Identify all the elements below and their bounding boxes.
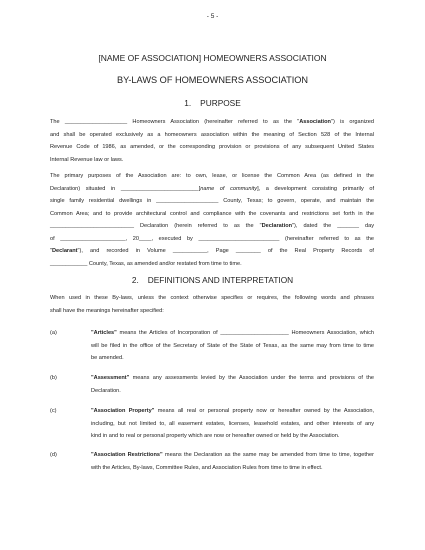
definition-label: (c) — [50, 408, 57, 414]
purpose-paragraph-2: The primary purposes of the Association are: to own, lease, or license the Common Area (as defined in the Declaration) situated in _________________________[name of community], a development consisting primarily of single family residential dwellings in ____________________ County, Texas; to govern, operate, and maintain the Common Area; and to provide architectural control and compliance with the covenants and restrictions set forth in the ___________________________ Declaration (herein referred to as the "Declaration"), dated the _______ day of _____________________, 20____, executed by __________________________ (hereinafter referred to as the "Declarant"), and recorded in Volume ___________, Page ________ of the Real Property Records of ____________ County, Texas, as amended and/or restated from time to time. — [50, 173, 374, 267]
section-number: 2. — [131, 275, 139, 285]
bylaws-title: BY-LAWS OF HOMEOWNERS ASSOCIATION — [116, 75, 309, 85]
association-title: [NAME OF ASSOCIATION] HOMEOWNERS ASSOCIATION — [98, 53, 327, 63]
definition-association-property: "Association Property" means all real or personal property now or hereafter owned by the Association, including, but not limited to, all easement estates, licenses, leasehold estates, and other interests of any kind in and to real or personal property which are now or hereafter owned or held by the Association. — [91, 408, 374, 439]
section-heading-definitions — [0, 275, 425, 285]
definition-label: (d) — [50, 452, 57, 458]
purpose-paragraph-1: The ____________________ Homeowners Association (hereinafter referred to as the "Association") is organized and shall be operated exclusively as a homeowners association within the meaning of Section 528 of the Internal Revenue Code of 1986, as amended, or the corresponding provision or provisions of any subsequent United States Internal Revenue law or laws. — [50, 119, 374, 163]
definition-label: (b) — [50, 375, 57, 381]
definition-articles: "Articles" means the Articles of Incorporation of ______________________ Homeowners Association, which will be filed in the office of the Secretary of State of the State of Texas, as the same may from time to time be amended. — [91, 330, 374, 361]
section-heading-purpose — [0, 98, 425, 108]
definition-label: (a) — [50, 330, 57, 336]
definition-association-restrictions: "Association Restrictions" means the Declaration as the same may be amended from time to time, together with the Articles, By-laws, Committee Rules, and Association Rules from time to time in effect. — [91, 452, 374, 471]
definitions-intro: When used in these By-laws, unless the context otherwise specifies or requires, the following words and phrases shall have the meanings hereinafter specified: — [50, 295, 374, 314]
definition-assessment: "Assessment" means any assessments levied by the Association under the terms and provisions of the Declaration. — [91, 375, 374, 394]
page-number: - 5 - — [206, 13, 219, 20]
section-title: DEFINITIONS AND INTERPRETATION — [147, 275, 294, 285]
section-number: 1. — [184, 98, 192, 108]
section-title: PURPOSE — [200, 98, 241, 108]
